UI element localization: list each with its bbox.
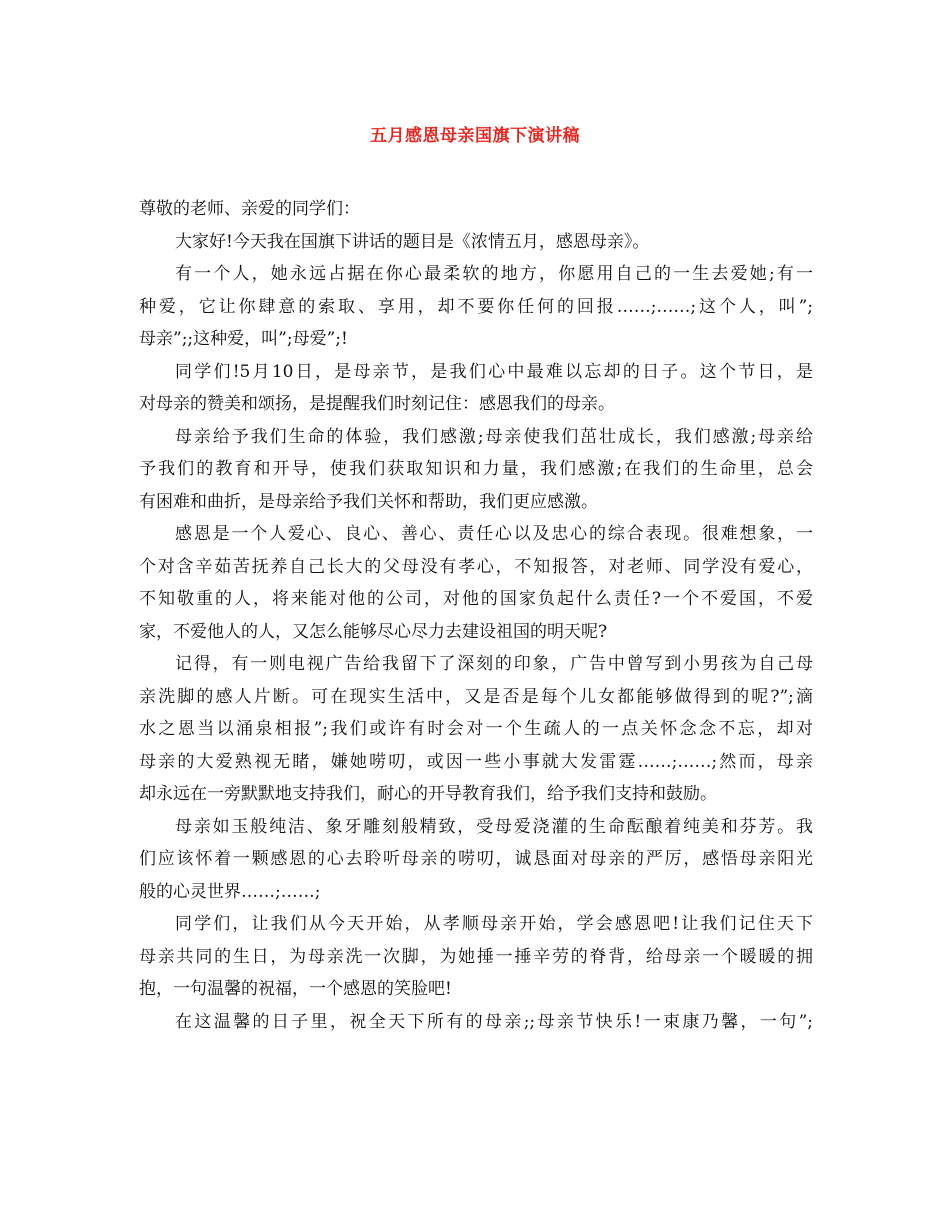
paragraph-line: 在这温馨的日子里，祝全天下所有的母亲;;母亲节快乐!一束康乃馨，一句”; [175, 1011, 813, 1032]
paragraph-line: 般的心灵世界……;……; [139, 881, 321, 902]
paragraph-line: 母亲的大爱熟视无睹，嫌她唠叨，或因一些小事就大发雷霆……;……;然而，母亲 [139, 751, 813, 772]
paragraph-line: 记得，有一则电视广告给我留下了深刻的印象，广告中曾写到小男孩为自己母 [175, 654, 813, 674]
paragraph-line: 有一个人，她永远占据在你心最柔软的地方，你愿用自己的一生去爱她;有一 [175, 264, 813, 284]
paragraph-line: 水之恩当以涌泉相报”;我们或许有时会对一个生疏人的一点关怀念念不忘，却对 [139, 719, 813, 739]
paragraph-line: 个对含辛茹苦抚养自己长大的父母没有孝心，不知报答，对老师、同学没有爱心， [139, 556, 813, 577]
paragraph-line: 感恩是一个人爱心、良心、善心、责任心以及忠心的综合表现。很难想象，一 [175, 524, 813, 544]
paragraph-line: 同学们!5月10日，是母亲节，是我们心中最难以忘却的日子。这个节日，是 [175, 361, 813, 382]
paragraph-line: 母亲”;;这种爱，叫”;母爱”;! [139, 329, 348, 349]
paragraph-line: 们应该怀着一颗感恩的心去聆听母亲的唠叨，诚恳面对母亲的严厉，感悟母亲阳光 [139, 849, 813, 869]
paragraph-line: 抱，一句温馨的祝福，一个感恩的笑脸吧! [139, 979, 452, 999]
paragraph-line: 家，不爱他人的人，又怎么能够尽心尽力去建设祖国的明天呢? [139, 621, 608, 642]
paragraph-line: 母亲给予我们生命的体验，我们感激;母亲使我们茁壮成长，我们感激;母亲给 [175, 426, 813, 447]
paragraph-line: 亲洗脚的感人片断。可在现实生活中，又是否是每个儿女都能够做得到的呢?”;滴 [139, 686, 813, 707]
paragraph-line: 有困难和曲折，是母亲给予我们关怀和帮助，我们更应感激。 [139, 491, 598, 512]
document-title: 五月感恩母亲国旗下演讲稿 [370, 126, 580, 146]
salutation-line: 尊敬的老师、亲爱的同学们： [139, 199, 360, 219]
paragraph-line: 母亲如玉般纯洁、象牙雕刻般精致，受母爱浇灌的生命酝酿着纯美和芬芳。我 [175, 816, 813, 837]
paragraph-line: 却永远在一旁默默地支持我们，耐心的开导教育我们，给予我们支持和鼓励。 [139, 784, 717, 804]
paragraph-line: 不知敬重的人，将来能对他的公司，对他的国家负起什么责任?一个不爱国，不爱 [139, 589, 813, 609]
paragraph-line: 种爱，它让你肆意的索取、享用，却不要你任何的回报……;……;这个人，叫”; [139, 296, 813, 317]
document-body [139, 193, 813, 1038]
paragraph-line: 对母亲的赞美和颂扬，是提醒我们时刻记住：感恩我们的母亲。 [139, 394, 615, 414]
paragraph-line: 大家好!今天我在国旗下讲话的题目是《浓情五月，感恩母亲》。 [175, 231, 650, 252]
paragraph-line: 予我们的教育和开导，使我们获取知识和力量，我们感激;在我们的生命里，总会 [139, 459, 813, 479]
paragraph-line: 母亲共同的生日，为母亲洗一次脚，为她捶一捶辛劳的脊背，给母亲一个暖暖的拥 [139, 946, 813, 967]
paragraph-line: 同学们，让我们从今天开始，从孝顺母亲开始，学会感恩吧!让我们记住天下 [175, 914, 813, 934]
